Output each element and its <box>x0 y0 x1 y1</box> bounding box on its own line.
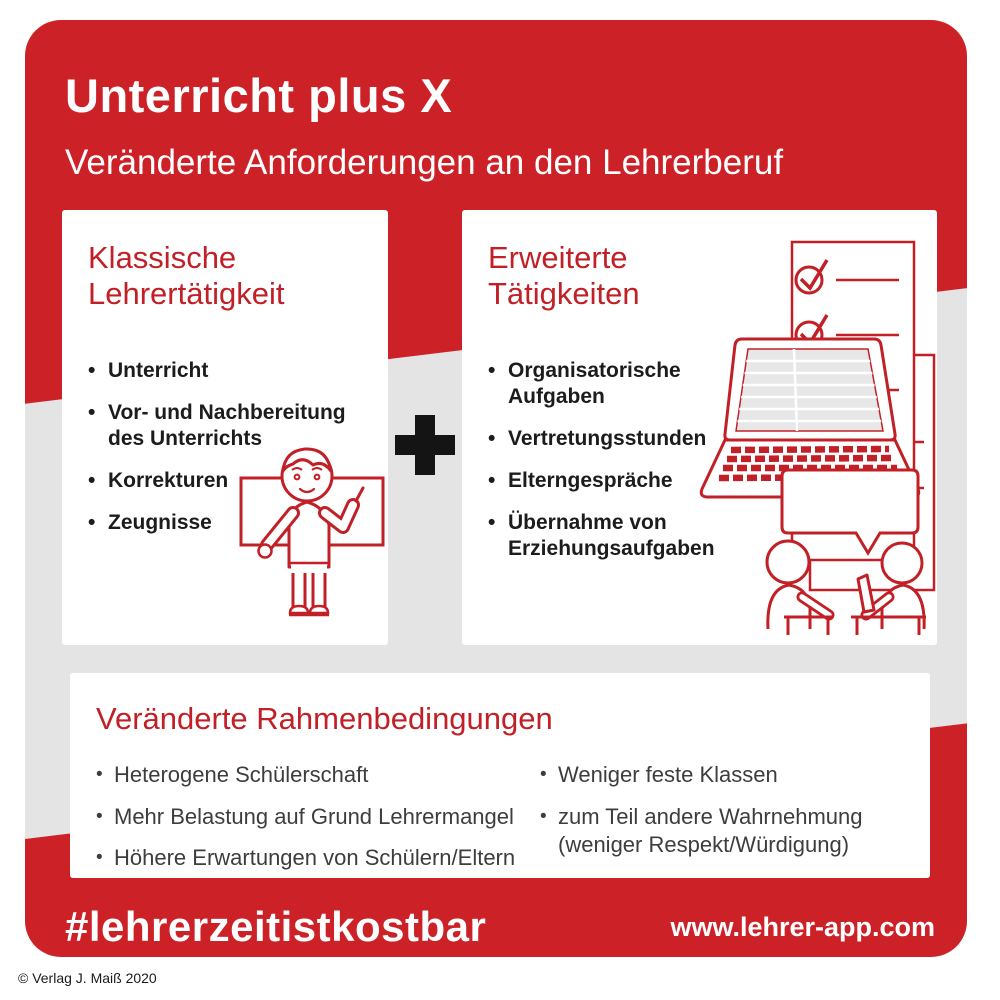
list-item: • Zeugnisse <box>88 510 350 536</box>
list-item: • Heterogene Schülerschaft <box>96 761 540 790</box>
page-subtitle: Veränderte Anforderungen an den Lehrerberuf <box>65 143 784 182</box>
list-item: • Mehr Belastung auf Grund Lehrermangel <box>96 803 540 832</box>
extended-card-heading: Erweiterte Tätigkeiten <box>488 240 640 311</box>
list-item: • Unterricht <box>88 358 350 384</box>
card-classic-tasks <box>62 210 388 645</box>
list-item: • Weniger feste Klassen <box>540 761 900 790</box>
teacher-at-board-icon <box>235 445 387 637</box>
copyright-notice: © Verlag J. Maiß 2020 <box>18 970 157 986</box>
plus-icon <box>395 415 455 475</box>
card-extended-tasks <box>462 210 937 645</box>
page-title: Unterricht plus X <box>65 69 453 122</box>
list-item: • Höhere Erwartungen von Schülern/Eltern <box>96 844 540 873</box>
poster-header <box>65 68 783 183</box>
classic-card-heading: Klassische Lehrertätigkeit <box>88 240 285 311</box>
conditions-list-left <box>96 761 540 886</box>
poster-card <box>25 20 967 957</box>
checklist-laptop-meeting-icon <box>690 225 937 639</box>
poster-footer <box>65 898 935 956</box>
conditions-list-right <box>540 761 900 886</box>
list-item: • Korrekturen <box>88 468 350 494</box>
list-item: • Vor- und Nachbereitung des Unterrichts <box>88 400 350 452</box>
list-item: • zum Teil andere Wahrnehmung (weniger Respekt/Würdigung) <box>540 803 900 860</box>
website-url: www.lehrer-app.com <box>670 911 935 942</box>
card-changed-conditions <box>70 673 930 878</box>
list-item: • Organisatorische Aufgaben <box>488 358 743 410</box>
list-item: • Elterngespräche <box>488 468 743 494</box>
conditions-heading: Veränderte Rahmenbedingungen <box>96 701 553 736</box>
campaign-hashtag: #lehrerzeitistkostbar <box>65 903 487 950</box>
list-item: • Übernahme von Erziehungsaufgaben <box>488 510 743 562</box>
list-item: • Vertretungsstunden <box>488 426 743 452</box>
